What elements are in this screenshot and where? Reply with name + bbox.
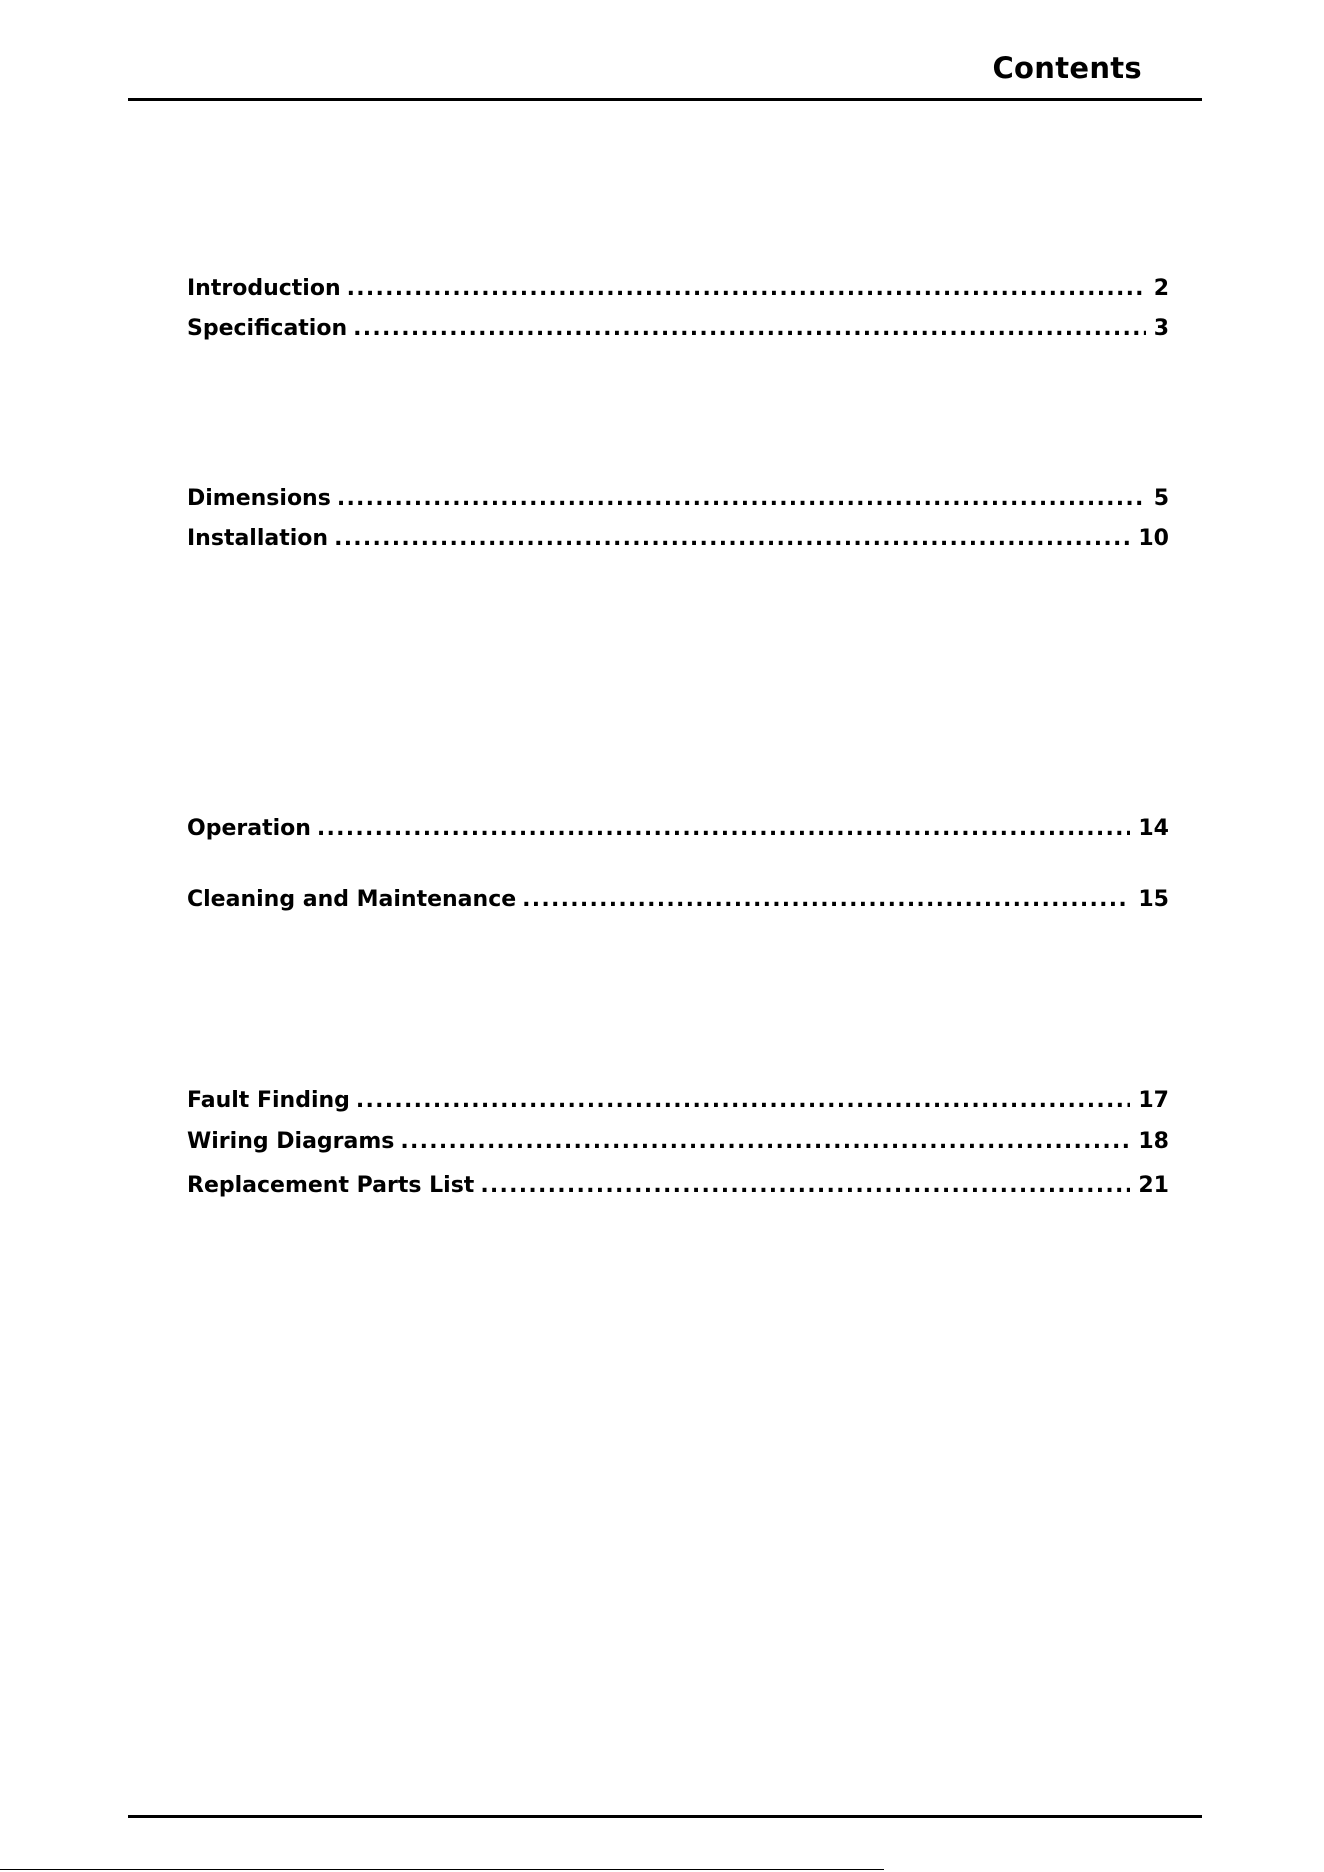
toc-entry-title: Dimensions: [187, 488, 331, 510]
footer-divider: [0, 1869, 884, 1870]
header-rule: [128, 98, 1202, 101]
toc-entry-title: Specification: [187, 318, 348, 340]
toc-entry-dimensions[interactable]: [187, 488, 1169, 510]
page-title: Contents: [992, 51, 1142, 85]
toc-entry-wiring-diagrams[interactable]: [187, 1131, 1169, 1153]
toc-entry-title: Fault Finding: [187, 1090, 350, 1112]
toc-entry-page: 5: [1153, 488, 1169, 510]
dot-leader: [337, 488, 1146, 510]
dot-leader: [480, 1175, 1130, 1197]
toc-entry-page: 2: [1153, 278, 1169, 300]
toc-entry-fault-finding[interactable]: [187, 1090, 1169, 1112]
toc-entry-introduction[interactable]: [187, 278, 1169, 300]
toc-entry-cleaning-and-maintenance[interactable]: [187, 889, 1169, 911]
toc-entry-page: 18: [1138, 1131, 1169, 1153]
dot-leader: [353, 318, 1146, 340]
toc-entry-operation[interactable]: [187, 818, 1169, 840]
toc-entry-page: 3: [1153, 318, 1169, 340]
toc-entry-title: Cleaning and Maintenance: [187, 889, 517, 911]
dot-leader: [317, 818, 1130, 840]
toc-entry-page: 15: [1138, 889, 1169, 911]
toc-entry-title: Operation: [187, 818, 311, 840]
dot-leader: [334, 528, 1130, 550]
toc-entry-specification[interactable]: [187, 318, 1169, 340]
toc-entry-replacement-parts-list[interactable]: [187, 1175, 1169, 1197]
toc-entry-page: 21: [1138, 1175, 1169, 1197]
toc-entry-page: 17: [1138, 1090, 1169, 1112]
toc-entry-title: Installation: [187, 528, 329, 550]
toc-entry-installation[interactable]: [187, 528, 1169, 550]
dot-leader: [522, 889, 1130, 911]
toc-entry-title: Introduction: [187, 278, 341, 300]
toc-entry-page: 14: [1138, 818, 1169, 840]
toc-entry-page: 10: [1138, 528, 1169, 550]
dot-leader: [356, 1090, 1130, 1112]
footer-rule: [128, 1815, 1202, 1818]
toc-entry-title: Wiring Diagrams: [187, 1131, 395, 1153]
dot-leader: [400, 1131, 1130, 1153]
toc-entry-title: Replacement Parts List: [187, 1175, 475, 1197]
dot-leader: [347, 278, 1146, 300]
